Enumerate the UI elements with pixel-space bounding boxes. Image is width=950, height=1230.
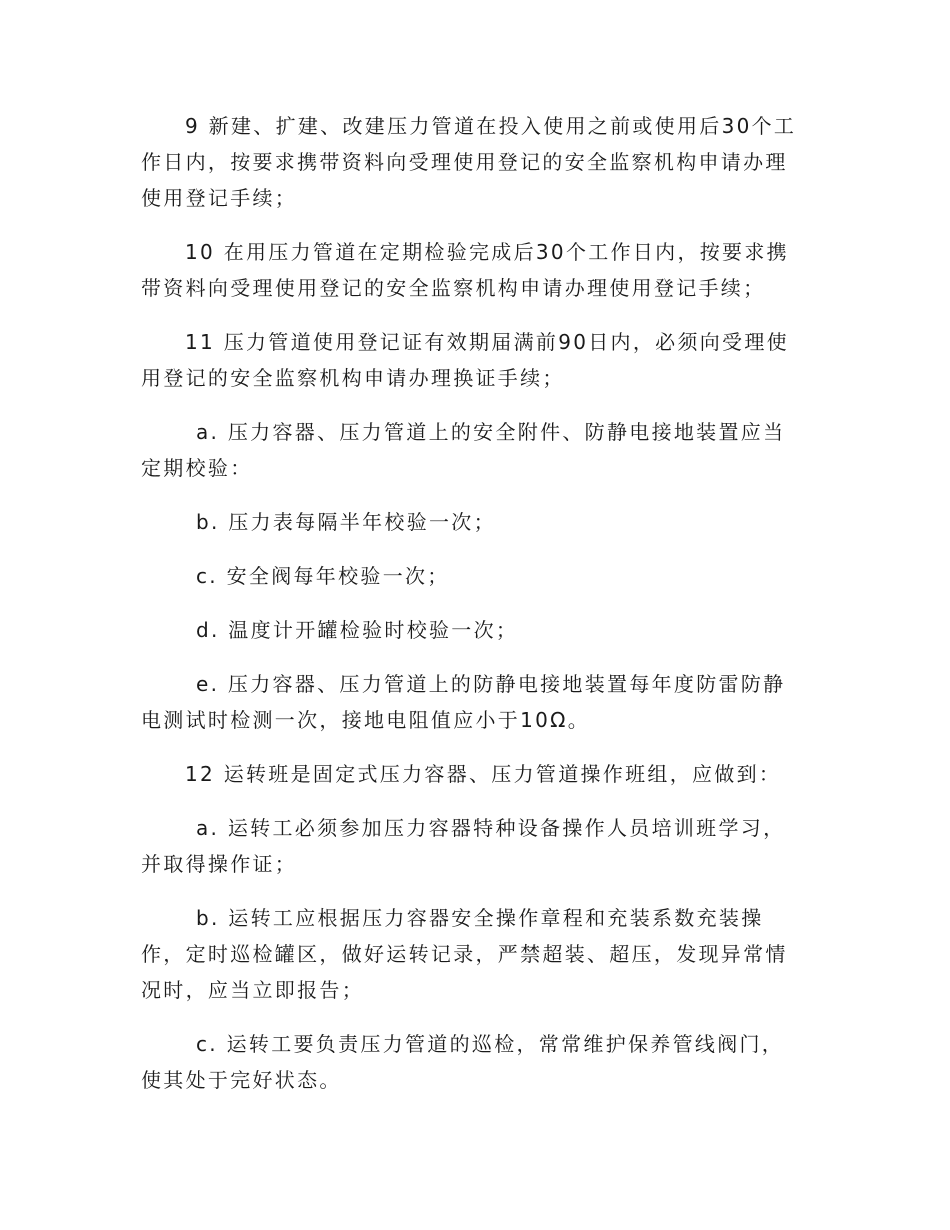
list-item-c: c. 安全阀每年校验一次； bbox=[196, 564, 450, 588]
paragraph-10: 10 在用压力管道在定期检验完成后30个工作日内，按要求携带资料向受理使用登记的安全监察机构申请办理使用登记手续； bbox=[141, 240, 789, 300]
list-item-d: d. 温度计开罐检验时校验一次； bbox=[196, 618, 519, 642]
list-item-c-2: c. 运转工要负责压力管道的巡检，常常维护保养管线阀门，使其处于完好状态。 bbox=[141, 1032, 785, 1092]
paragraph-11: 11 压力管道使用登记证有效期届满前90日内，必须向受理使用登记的安全监察机构申请办理换证手续； bbox=[141, 330, 789, 390]
paragraph-9: 9 新建、扩建、改建压力管道在投入使用之前或使用后30个工作日内，按要求携带资料向受理使用登记的安全监察机构申请办理使用登记手续； bbox=[141, 114, 797, 210]
paragraph-12: 12 运转班是固定式压力容器、压力管道操作班组，应做到： bbox=[185, 762, 782, 786]
document-body bbox=[141, 108, 806, 1098]
list-item-a: a. 压力容器、压力管道上的安全附件、防静电接地装置应当定期校验： bbox=[141, 420, 786, 480]
list-item-e: e. 压力容器、压力管道上的防静电接地装置每年度防雷防静电测试时检测一次，接地电阻值应小于10Ω。 bbox=[141, 672, 786, 732]
list-item-b: b. 压力表每隔半年校验一次； bbox=[196, 510, 496, 534]
list-item-b-2: b. 运转工应根据压力容器安全操作章程和充装系数充装操作，定时巡检罐区，做好运转记录，严禁超装、超压，发现异常情况时，应当立即报告； bbox=[141, 906, 788, 1002]
list-item-a-2: a. 运转工必须参加压力容器特种设备操作人员培训班学习，并取得操作证； bbox=[141, 816, 786, 876]
